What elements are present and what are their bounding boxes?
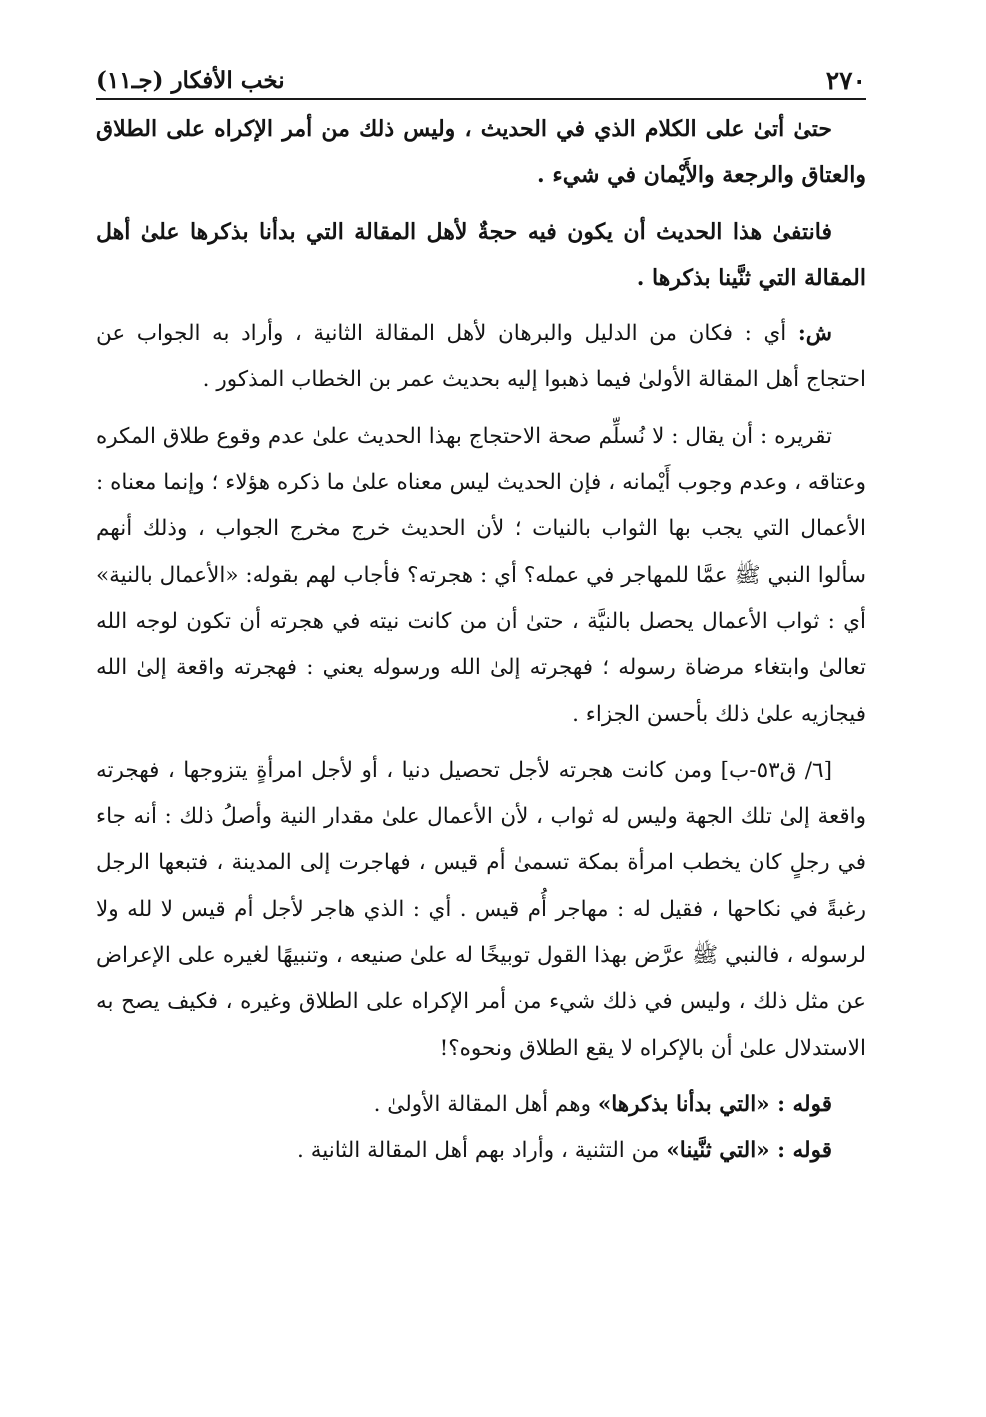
note-text-2: من التثنية ، وأراد بهم أهل المقالة الثانية . — [297, 1138, 667, 1164]
paragraph-quote-1: حتىٰ أتىٰ على الكلام الذي في الحديث ، وليس ذلك من أمر الإكراه على الطلاق والعتاق والرجعة والأَيْمان في شيء . — [96, 116, 866, 189]
document-page — [96, 58, 866, 1175]
paragraph-commentary-2: تقريره : أن يقال : لا نُسلِّم صحة الاحتجاج بهذا الحديث علىٰ عدم وقوع طلاق المكره وعتاقه ، وعدم وجوب أَيْمانه ، فإن الحديث ليس معناه علىٰ ما ذكره هؤلاء ؛ وإنما معناه : الأعمال التي يجب بها الثواب بالنيات ؛ لأن الحديث خرج مخرج الجواب ، وذلك أنهم سألوا النبي ﷺ عمَّا للمهاجر في عمله؟ أي : هجرته؟ فأجاب لهم بقوله: «الأعمال بالنية» أي : ثواب الأعمال يحصل بالنيَّة ، حتىٰ أن من كانت نيته في هجرته أن تكون لوجه الله تعالىٰ وابتغاء مرضاة رسوله ؛ فهجرته إلىٰ الله ورسوله يعني : فهجرته واقعة إلىٰ الله فيجازيه علىٰ ذلك بأحسن الجزاء . — [96, 423, 866, 727]
paragraph-note-1 — [96, 1082, 866, 1128]
note-text-1: وهم أهل المقالة الأولىٰ . — [373, 1091, 598, 1117]
note-lead-2: قوله : «التي ثنَّينا» — [666, 1138, 832, 1164]
paragraph-commentary-3: [٦/ ق٥٣-ب] ومن كانت هجرته لأجل تحصيل دنيا ، أو لأجل امرأةٍ يتزوجها ، فهجرته واقعة إلىٰ تلك الجهة وليس له ثواب ، لأن الأعمال علىٰ مقدار النية وأصلُ ذلك : أنه جاء في رجلٍ كان يخطب امرأة بمكة تسمىٰ أم قيس ، فهاجرت إلى المدينة ، فتبعها الرجل رغبةً في نكاحها ، فقيل له : مهاجر أُم قيس . أي : الذي هاجر لأجل أم قيس لا لله ولا لرسوله ، فالنبي ﷺ عرَّض بهذا القول توبيخًا له علىٰ صنيعه ، وتنبيهًا لغيره على الإعراض عن مثل ذلك ، وليس في ذلك شيء من أمر الإكراه على الطلاق وغيره ، فكيف يصح به الاستدلال علىٰ أن بالإكراه لا يقع الطلاق ونحوه؟! — [96, 757, 866, 1061]
paragraph-quote-2: فانتفىٰ هذا الحديث أن يكون فيه حجةٌ لأهل المقالة التي بدأنا بذكرها علىٰ أهل المقالة التي ثنَّينا بذكرها . — [96, 218, 866, 291]
page-number: ٢٧٠ — [825, 66, 866, 95]
commentary-marker: ش: — [797, 321, 832, 347]
paragraph-note-2 — [96, 1128, 866, 1174]
note-lead-1: قوله : «التي بدأنا بذكرها» — [597, 1091, 832, 1117]
commentary-text: أي : فكان من الدليل والبرهان لأهل المقالة الثانية ، وأراد به الجواب عن احتجاج أهل المقالة الأولىٰ فيما ذهبوا إليه بحديث عمر بن الخطاب المذكور . — [96, 321, 866, 393]
running-header — [96, 58, 866, 100]
paragraph-commentary-1 — [96, 311, 866, 404]
page-body — [96, 106, 866, 1175]
book-title: نخب الأفكار (جـ١١) — [96, 67, 285, 94]
